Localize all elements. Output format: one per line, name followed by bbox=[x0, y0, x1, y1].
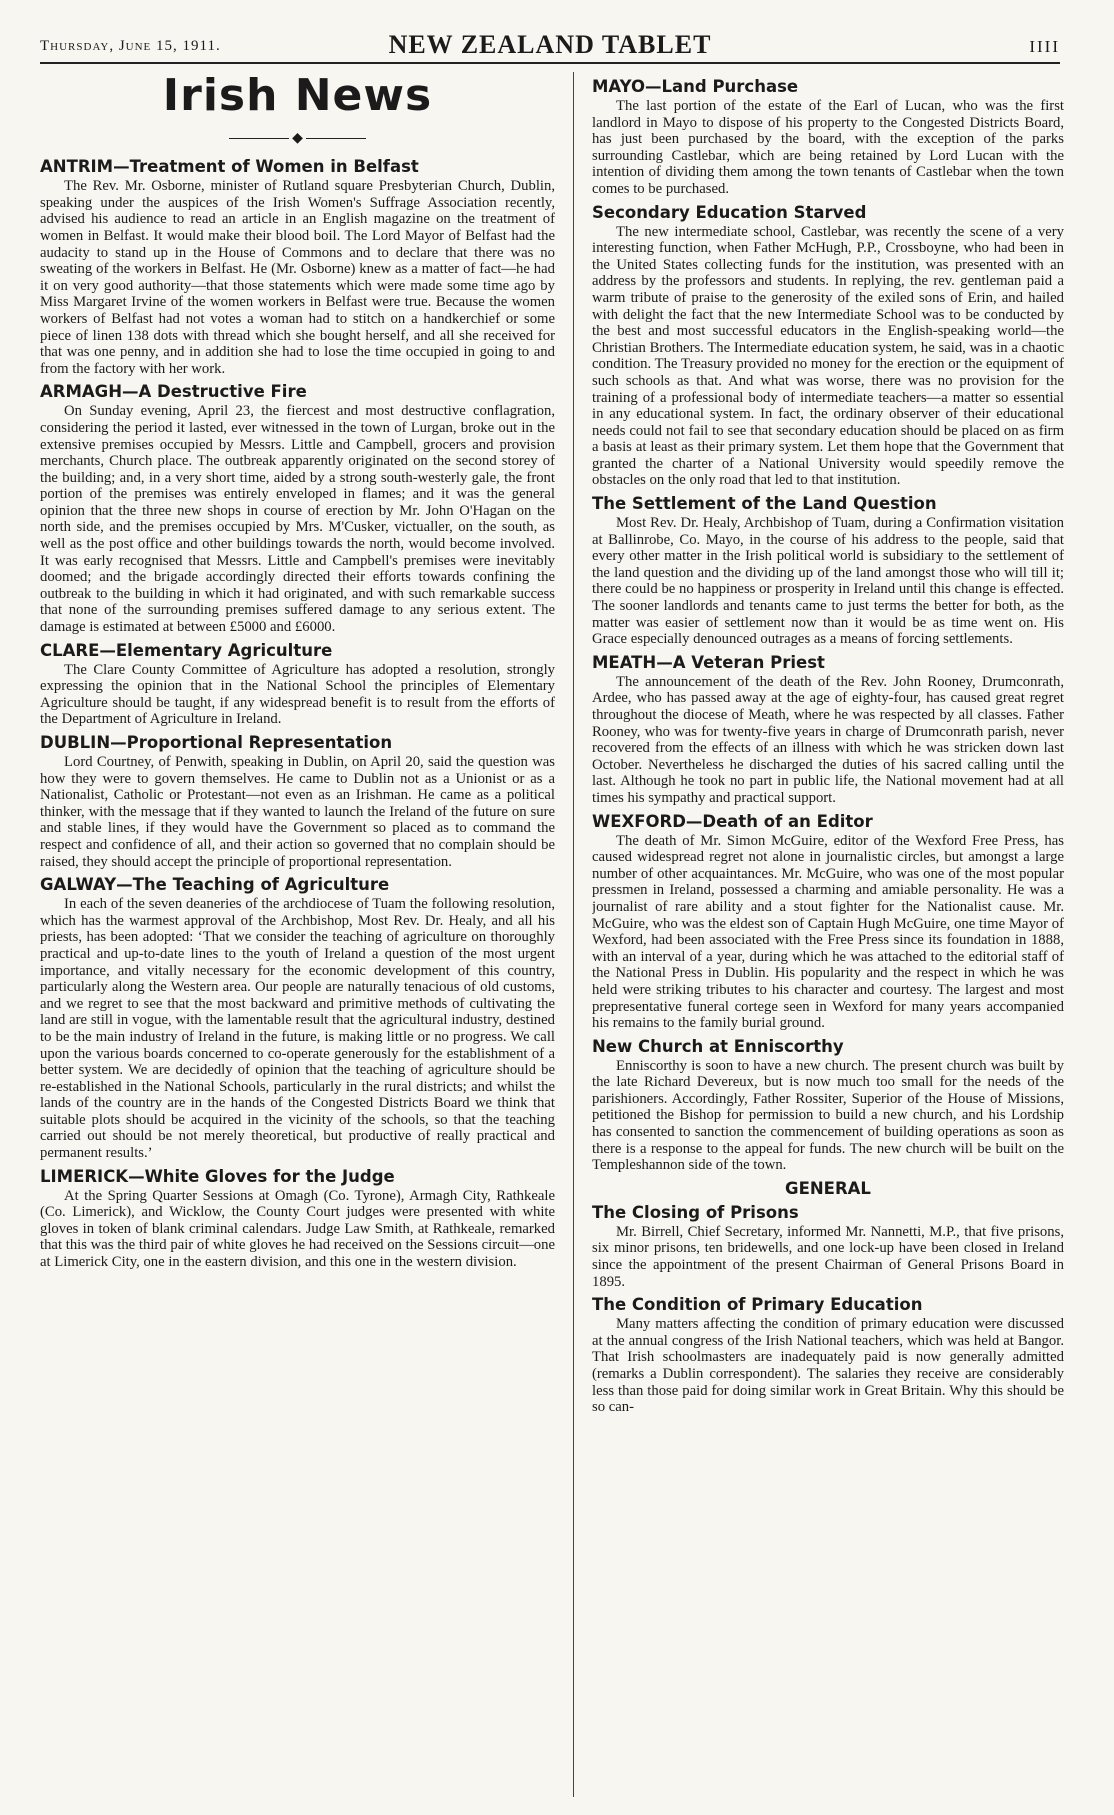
article-dublin bbox=[40, 733, 555, 870]
section-general bbox=[592, 1179, 1064, 1198]
article-body: The Rev. Mr. Osborne, minister of Rutland square Presbyterian Church, Dublin, speaking under the auspices of the Irish Women's Suffrage Association recently, advised his audience to read an article in an English magazine on the treatment of women in Belfast. It would make their blood boil. The Lord Mayor of Belfast had the audacity to stand up in the House of Commons and to declare that there was no sweating of the workers in Belfast. He (Mr. Osborne) knew as a matter of fact—he had it on very good authority—that those statements which were made some time ago by Miss Margaret Irvine of the women workers in Belfast were true. Because the women workers of Belfast had not votes a woman had to stitch on a handkerchief or some piece of linen 138 dots with thread which she bought herself, and all she received for that was one penny, and in addition she had to lose the time occupied in going to and from the factory with her work. bbox=[40, 178, 555, 377]
diamond-ornament-icon: ◆ bbox=[292, 130, 303, 146]
subsection-heading: GENERAL bbox=[785, 1178, 871, 1198]
article-enniscorthy bbox=[592, 1037, 1064, 1174]
section-title: Irish News bbox=[162, 72, 433, 121]
article-heading: DUBLIN—Proportional Representation bbox=[40, 733, 393, 752]
article-body: The death of Mr. Simon McGuire, editor of the Wexford Free Press, has caused widespread regret not alone in journalistic circles, but amongst a large number of other acquaintances. Mr. McGuire, who was one of the most popular pressmen in Ireland, possessed a charming and amiable personality. He was a journalist of rare ability and a stout fighter for the Nationalist cause. Mr. McGuire, who was the eldest son of Captain Hugh McGuire, one time Mayor of Wexford, had been associated with the Free Press since its foundation in 1888, with an interval of a year, during which he was attached to the editorial staff of the National Press in Dublin. His popularity and the respect in which he was held were striking tributes to his character and courtesy. The largest and most prepresentative funeral cortege seen in Wexford for many years accompanied his remains to the family burial ground. bbox=[592, 832, 1064, 1032]
article-heading: The Closing of Prisons bbox=[592, 1202, 799, 1222]
article-land-question bbox=[592, 494, 1064, 648]
article-body: On Sunday evening, April 23, the fiercest and most destructive conflagration, considering the period it lasted, ever witnessed in the town of Lurgan, broke out in the extensive premises occupied by Messrs. Little and Campbell, grocers and provision merchants, Church place. The outbreak apparently originated on the second storey of the building; and, in a very short time, aided by a strong south-westerly gale, the front portion of the premises was entirely enveloped in flames; and it was the general opinion that the three new shops in course of erection by Mr. John O'Hagan on the north side, and the premises occupied by Mrs. M'Cusker, victualler, on the south, as well as the post office and other buildings towards the north, would become involved. It was early recognised that Messrs. Little and Campbell's premises were inevitably doomed; and the brigade accordingly directed their efforts towards confining the outbreak to the building in which it had originated, and with such remarkable success that none of the surrounding premises suffered damage to any serious extent. The damage is estimated at between £5000 and £6000. bbox=[40, 403, 555, 636]
article-galway bbox=[40, 875, 555, 1162]
article-body: Enniscorthy is soon to have a new church. The present church was built by the late Richard Devereux, but is now much too small for the needs of the parishioners. Accordingly, Father Rossiter, Superior of the House of Missions, petitioned the Bishop for permission to build a new church, and his Lordship has consented to sanction the commencement of building operations as soon as there is a response to the appeal for funds. The new church will be built on the Templeshannon side of the town. bbox=[592, 1057, 1064, 1174]
article-body: The last portion of the estate of the Earl of Lucan, who was the first landlord in Mayo to dispose of his property to the Congested Districts Board, has just been purchased by the board, with the exception of the parks surrounding Castlebar, which are being retained by Lord Lucan with the intention of dividing them among the town tenants of Castlebar when the town comes to be purchased. bbox=[592, 98, 1064, 197]
article-heading: ARMAGH—A Destructive Fire bbox=[40, 382, 307, 402]
article-heading: MEATH—A Veteran Priest bbox=[592, 652, 825, 672]
article-mayo bbox=[592, 77, 1064, 198]
article-heading: The Settlement of the Land Question bbox=[592, 494, 937, 514]
ornament-rule-left bbox=[229, 138, 289, 139]
article-heading: LIMERICK—White Gloves for the Judge bbox=[40, 1166, 395, 1186]
article-limerick bbox=[40, 1167, 555, 1271]
article-heading: MAYO—Land Purchase bbox=[592, 77, 799, 96]
article-primary-education bbox=[592, 1295, 1064, 1416]
left-column bbox=[40, 72, 555, 1797]
article-body: Most Rev. Dr. Healy, Archbishop of Tuam, during a Confirmation visitation at Ballinrobe, Co. Mayo, in the course of his address to the people, said that every other matter in the Irish political world is subsidiary to the settlement of the land question and the dividing up of the land amongst those who will till it; there could be no happiness or prosperity in Ireland until this change is effected. The sooner landlords and tenants came to just terms the better for both, as the matter was easier of settlement now than it would be as time went on. His Grace especially denounced outrages as a means of forcing settlements. bbox=[592, 515, 1064, 648]
article-secondary-education bbox=[592, 203, 1064, 490]
article-body: The new intermediate school, Castlebar, was recently the scene of a very interesting function, when Father McHugh, P.P., Crossboyne, who had been in the United States collecting funds for the institution, was presented with an address by the professors and students. In replying, the rev. gentleman paid a warm tribute of praise to the generosity of the exiled sons of Erin, and hailed with delight the fact that the new Intermediate School was to be conducted by the best and most successful educators in the English-speaking world—the Christian Brothers. The Intermediate education system, he said, was in a chaotic condition. The Treasury provided no money for the erection or the equipment of such schools as that. And what was worse, there was no provision for the training of a professional body of intermediate teachers—a matter so essential in any educational system. In fact, the ordinary observer of their educational needs could not fail to see that secondary education should be placed on as firm a basis at least as their primary system. Let them hope that the Government that granted the charter of a National University would speedily remove the obstacles on the only road that led to that institution. bbox=[592, 223, 1064, 489]
article-heading: ANTRIM—Treatment of Women in Belfast bbox=[40, 157, 419, 177]
column-divider bbox=[573, 72, 574, 1797]
article-heading: GALWAY—The Teaching of Agriculture bbox=[40, 875, 390, 895]
article-body: The announcement of the death of the Rev. John Rooney, Drumconrath, Ardee, who has passed away at the age of eighty-four, has caused great regret throughout the diocese of Meath, where he was respected by all classes. Father Rooney, who was for twenty-five years in charge of Drumconrath parish, never recovered from the effects of an illness with which he was stricken down last October. Nevertheless he discharged the duties of his sacred calling until the last. Although he took no part in public life, the National movement had at all times his sympathy and practical support. bbox=[592, 673, 1064, 806]
article-wexford bbox=[592, 812, 1064, 1032]
article-body: Many matters affecting the condition of primary education were discussed at the annual congress of the Irish National teachers, which was held at Bangor. That Irish schoolmasters are inadequately paid is now generally admitted (remarks a Dublin correspondent). The salaries they receive are considerably less than those paid for doing similar work in Great Britain. Why this should be so can- bbox=[592, 1316, 1064, 1416]
page-number: IIII bbox=[1029, 37, 1060, 56]
article-heading: CLARE—Elementary Agriculture bbox=[40, 640, 333, 660]
newspaper-title: NEW ZEALAND TABLET bbox=[388, 30, 712, 59]
article-body: Mr. Birrell, Chief Secretary, informed Mr. Nannetti, M.P., that five prisons, six minor prisons, ten bridewells, and one lock-up have been closed in Ireland since the appointment of the present Chairman of General Prisons Board in 1895. bbox=[592, 1223, 1064, 1290]
article-heading: The Condition of Primary Education bbox=[592, 1295, 923, 1315]
article-clare bbox=[40, 641, 555, 728]
ornament-rule-right bbox=[306, 138, 366, 139]
article-body: At the Spring Quarter Sessions at Omagh (Co. Tyrone), Armagh City, Rathkeale (Co. Limerick), and Wicklow, the County Court judges were presented with white gloves in token of blank criminal calendars. Judge Law Smith, at Rathkeale, remarked that this was the third pair of white gloves he had received on the Sessions circuit—one at Limerick City, one in the eastern division, and this one in the western division. bbox=[40, 1187, 555, 1271]
section-ornament bbox=[40, 131, 555, 148]
article-body: Lord Courtney, of Penwith, speaking in Dublin, on April 20, said the question was how they were to govern themselves. He came to Dublin not as a Unionist or as a Nationalist, Catholic or Protestant—not even as an Irishman. He came as a political thinker, with the message that if they wanted to launch the Ireland of the future on sure and stable lines, if they would have the Government so placed as to command the respect and confidence of all, and their action so governed that no complain should be raised, they should accept the principle of proportional representation. bbox=[40, 754, 555, 870]
article-body: The Clare County Committee of Agriculture has adopted a resolution, strongly expressing the opinion that in the National School the principles of Elementary Agriculture should be taught, if any widespread benefit is to result from the efforts of the Department of Agriculture in Ireland. bbox=[40, 661, 555, 728]
masthead bbox=[40, 28, 1060, 64]
article-armagh bbox=[40, 382, 555, 635]
article-antrim bbox=[40, 157, 555, 377]
article-meath bbox=[592, 653, 1064, 807]
issue-date: Thursday, June 15, 1911. bbox=[40, 38, 221, 54]
article-heading: New Church at Enniscorthy bbox=[592, 1036, 844, 1056]
right-column bbox=[592, 72, 1064, 1797]
article-heading: WEXFORD—Death of an Editor bbox=[592, 811, 873, 831]
article-heading: Secondary Education Starved bbox=[592, 202, 867, 222]
article-body: In each of the seven deaneries of the archdiocese of Tuam the following resolution, which has the warmest approval of the Archbishop, Most Rev. Dr. Healy, and all his priests, has been adopted: ‘That we consider the teaching of agriculture on thoroughly practical and up-to-date lines to the youth of Ireland a question of the most urgent importance, and vitally necessary for the economic development of this country, particularly along the Western area. Our people are naturally tenacious of old customs, and we regret to see that the most backward and primitive methods of cultivating the land are still in vogue, with the lamentable result that the agricultural industry, destined to be the main industry of Ireland in the future, is making little or no progress. We call upon the various boards concerned to co-operate generously for the establishment of a better system. We are decidedly of opinion that the teaching of agriculture should be re-established in the National Schools, particularly in the rural districts; and whilst the lands of the country are in the hands of the Congested Districts Board we think that suitable plots should be acquired in the vicinity of the schools, so that the teaching carried out should be not merely theoretical, but productive of really practical and permanent results.’ bbox=[40, 896, 555, 1162]
article-closing-prisons bbox=[592, 1203, 1064, 1290]
